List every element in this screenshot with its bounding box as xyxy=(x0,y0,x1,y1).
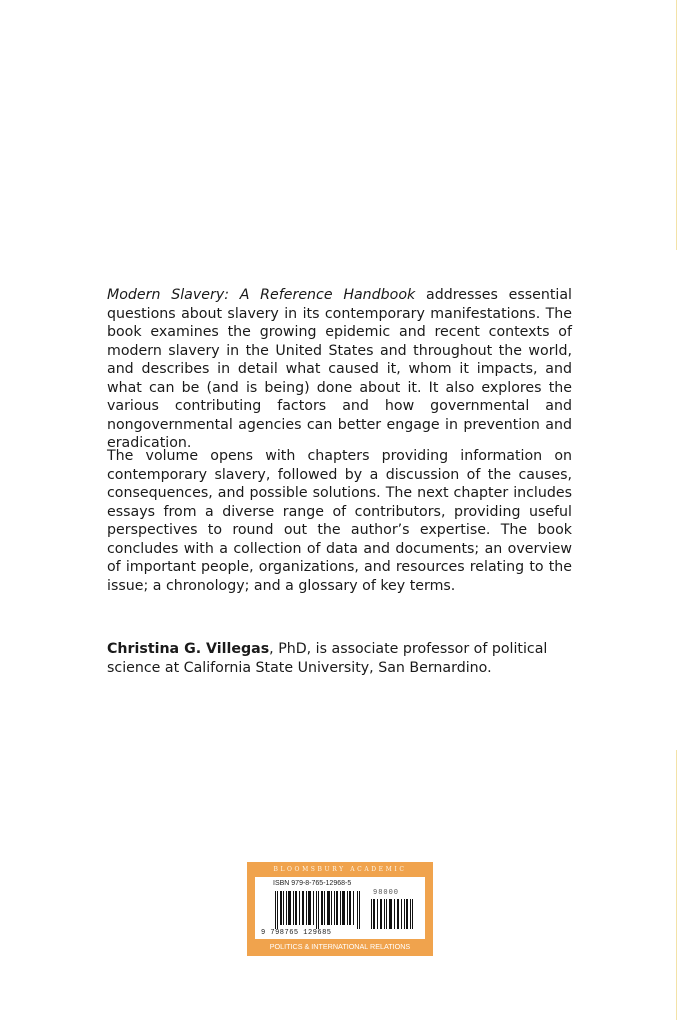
addon-digits: 98000 xyxy=(373,889,400,897)
description-text-2: The volume opens with chapters providing information on contemporary slavery, followed by a discussion of the causes, consequences, and possible solutions. The next chapter includes essays from a diverse range of contributors, providing useful perspectives to round out the author’s expertise. The book concludes with a collection of data and documents; an overview of important people, organizations, and resources relating to the issue; a chronology; and a glossary of key terms. xyxy=(107,448,572,594)
barcode-block xyxy=(247,862,433,956)
isbn-label: ISBN 979-8-765-12968-5 xyxy=(273,880,352,887)
publisher-name: BLOOMSBURY ACADEMIC xyxy=(273,866,407,873)
edge-line-top xyxy=(676,0,677,250)
barcode-bars xyxy=(275,891,361,929)
description-paragraph-2 xyxy=(107,447,572,595)
author-bio xyxy=(107,640,572,677)
barcode-addon-bars xyxy=(371,899,413,929)
description-paragraph-1 xyxy=(107,286,572,453)
category-label: POLITICS & INTERNATIONAL RELATIONS xyxy=(269,942,411,951)
author-name: Christina G. Villegas xyxy=(107,641,270,657)
description-text-1: addresses essential questions about slavery in its contemporary manifestations. The book examines the growing epidemic and recent contexts of modern slavery in the United States and throughout the world, and describes in detail what caused it, whom it impacts, and what can be (and is being) done about it. It also explores the various contributing factors and how governmental and nongovernmental agencies can better engage in prevention and eradication. xyxy=(107,287,572,451)
edge-line-bottom xyxy=(676,750,677,1020)
book-title: Modern Slavery: A Reference Handbook xyxy=(107,287,416,303)
barcode-panel xyxy=(255,877,425,939)
barcode-digits: 9 798765 129685 xyxy=(261,929,332,937)
author-bio-text: , PhD, is associate professor of political science at California State University, San Bernardino. xyxy=(107,641,548,676)
